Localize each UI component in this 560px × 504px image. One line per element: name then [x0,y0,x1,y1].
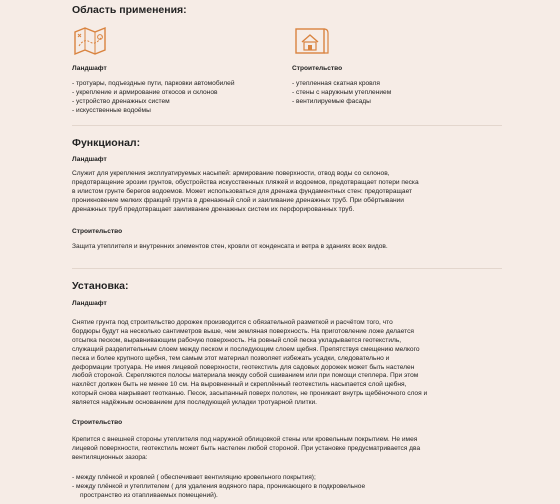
areas-landscape-label: Ландшафт [72,65,107,72]
text-line: лицевой поверхности, геотекстиль может быть настелен любой стороной. При установке предусматривается два [72,444,421,452]
divider [72,268,502,269]
text-line: служащий разделительным слоем между песком и последующим слоем щебня. Препятствуя смещению мелкого [72,345,420,353]
list-item: - вентилируемые фасады [292,97,371,105]
install-construction-text [72,436,500,463]
text-line: проникновение мелких фракций грунта в дренажный слой и заиливание дренажных труб. При обёртывании [72,196,404,204]
divider [72,125,502,126]
text-line: в илистом грунте берегов водоемов. Может использоваться для дренажа фундаментных стен: предотвращает [72,187,413,195]
text-line: Снятие грунта под строительство дорожек производится с обязательной разметкой и расчётом того, что [72,319,393,326]
functional-landscape-text [72,170,500,215]
list-item: - устройство дренажных систем [72,97,170,105]
areas-title: Область применения: [72,4,187,16]
functional-landscape-label: Ландшафт [72,156,107,163]
functional-construction-label: Строительство [72,228,123,235]
list-item: - стены с наружным утеплением [292,88,392,96]
text-line: Крепится с внешней стороны утеплителя под наружной облицовкой стены или кровельным покрытием. Не имея [72,436,418,443]
functional-construction-text [72,243,500,252]
landscape-map-icon [72,26,112,56]
text-line: предотвращение эрозии грунтов, обустройства искусственных пляжей и водоемов, предотвращает потери песка [72,178,419,186]
text-line: любой стороной. Скрепляются полосы материала между собой сшиванием или при помощи степлера. При этом [72,372,419,380]
text-line: бордюры будут на несколько сантиметров выше, чем земляная поверхность. На приготовление ложе делается [72,327,414,335]
install-gaps-list [72,474,500,501]
install-construction-label: Строительство [72,419,123,426]
list-item: - искусственные водоёмы [72,106,151,114]
text-line: песка и более крупного щебня, тем самым этот материал позволяет избежать усадки, следовательно и [72,354,390,362]
text-line: Защита утеплителя и внутренних элементов стен, кровли от конденсата и ветра в зданиях всех видов. [72,243,388,250]
list-item: - между плёнкой и кровлей ( обеспечивает вентиляцию кровельного покрытия); [72,474,316,481]
install-landscape-label: Ландшафт [72,300,107,307]
text-line: который снова накрывает геотканью. Песок, засыпанный поверх полотен, не проникает внутрь щебёночного слоя и [72,390,428,398]
install-landscape-text [72,319,500,408]
list-item: - между плёнкой и утеплителем ( для удаления водяного пара, проникающего в подкровельное [72,482,366,490]
areas-landscape-list [72,80,235,116]
functional-title: Функционал: [72,137,141,149]
areas-construction-list [292,80,391,107]
text-line: отсыпка песком, выравнивающим рабочую поверхность. На ровный слой песка укладывается геотекстиль, [72,336,402,344]
list-item: - укрепление и армирование откосов и склонов [72,88,218,96]
text-line: нахлёст должен быть не менее 10 см. На выровненный и скреплённый геотекстиль насыпается слой щебня, [72,381,407,389]
text-line: деформации тротуара. Не имея лицевой поверхности, геотекстиль для садовых дорожек может быть настелен [72,363,415,371]
text-line: Служит для укрепления эксплуатируемых насыпей: армирование поверхности, отвод воды со склонов, [72,170,390,177]
list-item: пространство из отапливаемых помещений). [80,491,218,499]
list-item: - утепленная скатная кровля [292,80,380,87]
areas-construction-label: Строительство [292,65,343,72]
text-line: является надёжным основанием для последующей укладки тротуарной плитки. [72,399,317,407]
list-item: - тротуары, подъездные пути, парковки автомобилей [72,80,235,87]
text-line: вентиляционных зазора: [72,453,148,461]
house-plan-icon [292,26,332,56]
install-title: Установка: [72,280,129,292]
text-line: дренажных труб предотвращает заиливание дренажных систем их перфорированных труб. [72,205,355,213]
